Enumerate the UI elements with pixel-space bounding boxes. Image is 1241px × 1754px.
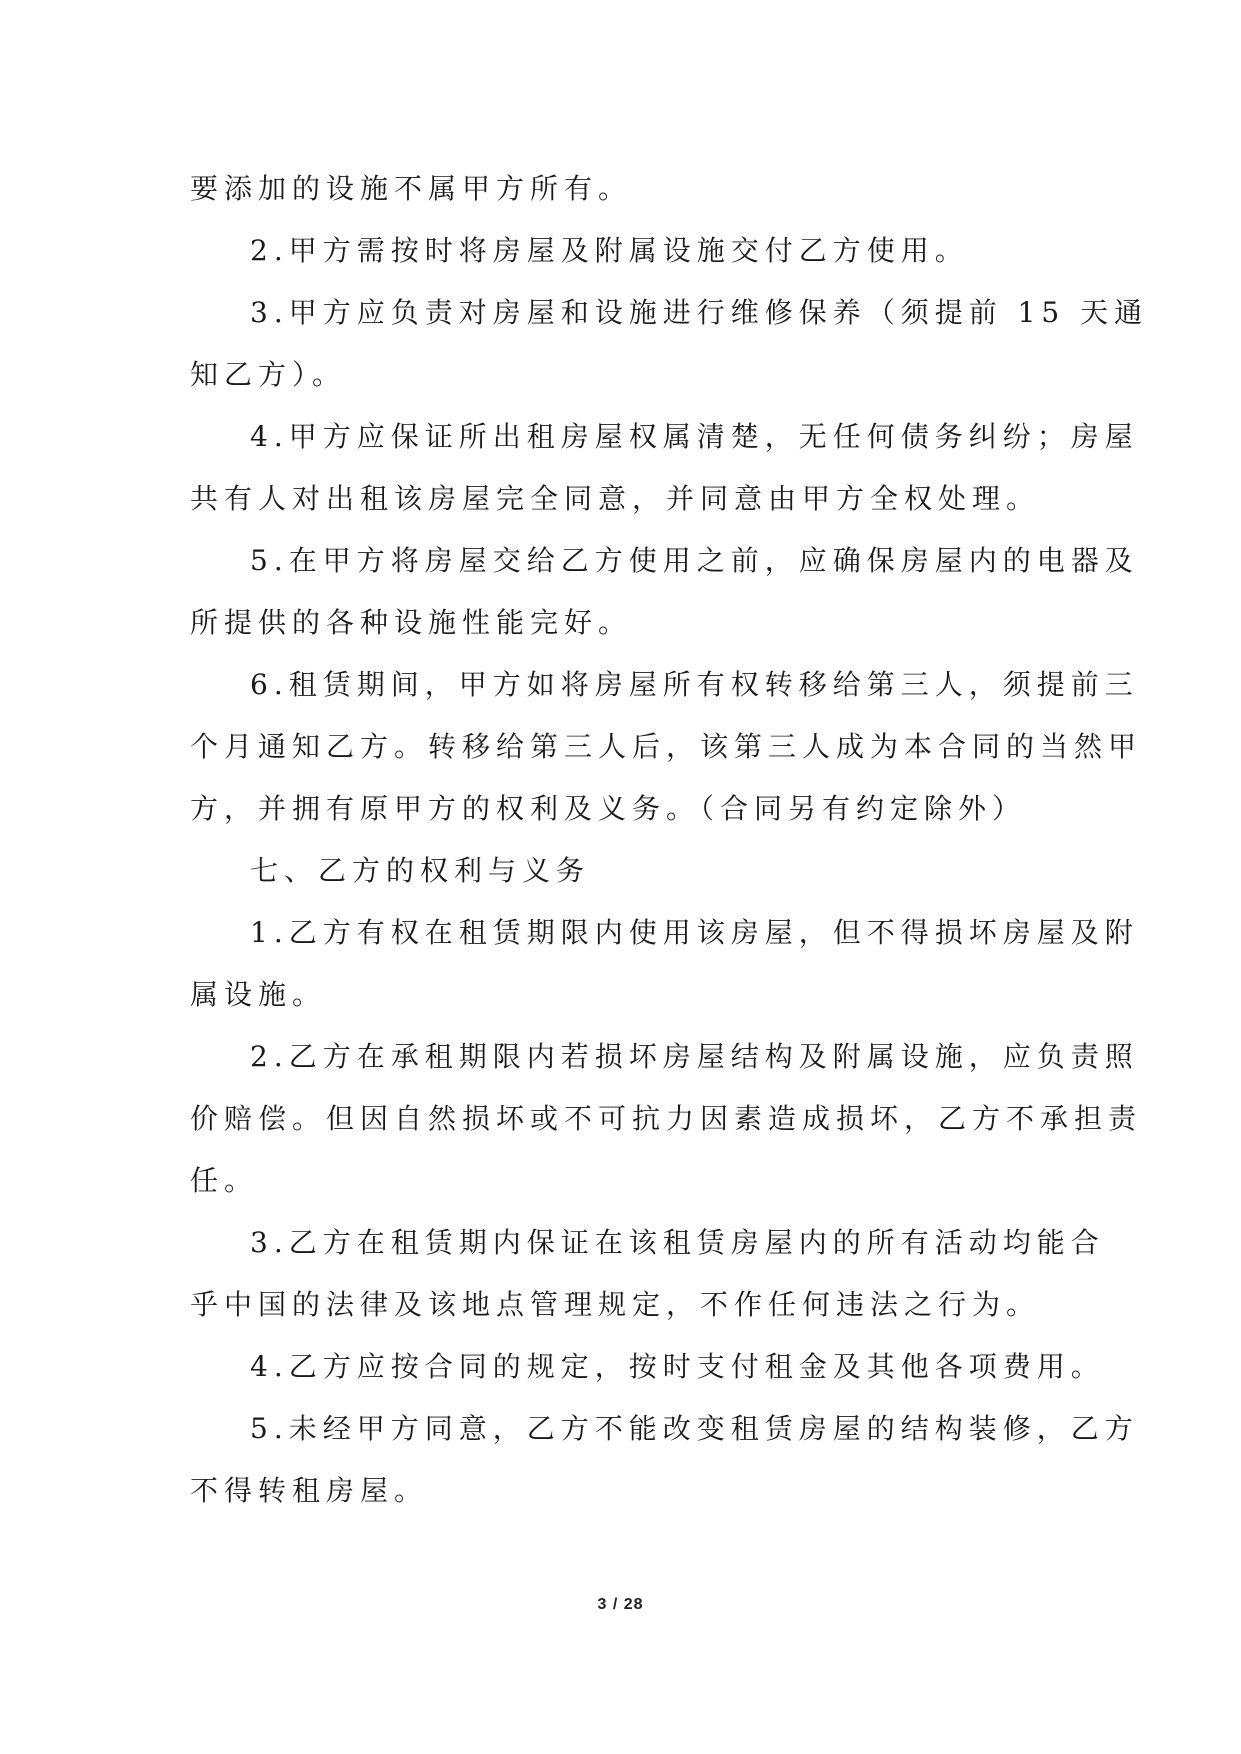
paragraph-line: 任。 [190,1164,259,1197]
paragraph-line: 2.甲方需按时将房屋及附属设施交付乙方使用。 [250,234,969,267]
paragraph-line: 要添加的设施不属甲方所有。 [190,172,633,205]
paragraph-line: 价赔偿。但因自然损坏或不可抗力因素造成损坏，乙方不承担责 [190,1102,1143,1135]
paragraph-line: 方，并拥有原甲方的权利及义务。（合同另有约定除外） [190,792,1027,825]
paragraph-line: 知乙方）。 [190,358,347,391]
paragraph-line: 5.未经甲方同意，乙方不能改变租赁房屋的结构装修，乙方 [250,1412,1139,1445]
paragraph-line: 所提供的各种设施性能完好。 [190,606,633,639]
paragraph-line: 3.乙方在租赁期内保证在该租赁房屋内的所有活动均能合 [250,1226,1105,1259]
paragraph-line: 3.甲方应负责对房屋和设施进行维修保养（须提前 15 天通 [250,296,1149,329]
page-number: 3 / 28 [597,1596,644,1613]
section-heading: 七、乙方的权利与义务 [250,854,591,887]
paragraph-line: 5.在甲方将房屋交给乙方使用之前，应确保房屋内的电器及 [250,544,1139,577]
paragraph-line: 共有人对出租该房屋完全同意，并同意由甲方全权处理。 [190,482,1041,515]
paragraph-line: 1.乙方有权在租赁期限内使用该房屋，但不得损坏房屋及附 [250,916,1139,949]
paragraph-line: 个月通知乙方。转移给第三人后，该第三人成为本合同的当然甲 [190,730,1143,763]
paragraph-line: 2.乙方在承租期限内若损坏房屋结构及附属设施，应负责照 [250,1040,1139,1073]
paragraph-line: 6.租赁期间，甲方如将房屋所有权转移给第三人，须提前三 [250,668,1139,701]
document-body [190,158,1149,1522]
paragraph-line: 4.甲方应保证所出租房屋权属清楚，无任何债务纠纷；房屋 [250,420,1139,453]
paragraph-line: 乎中国的法律及该地点管理规定，不作任何违法之行为。 [190,1288,1041,1321]
paragraph-line: 不得转租房屋。 [190,1474,429,1507]
paragraph-line: 属设施。 [190,978,327,1011]
paragraph-line: 4.乙方应按合同的规定，按时支付租金及其他各项费用。 [250,1350,1105,1383]
